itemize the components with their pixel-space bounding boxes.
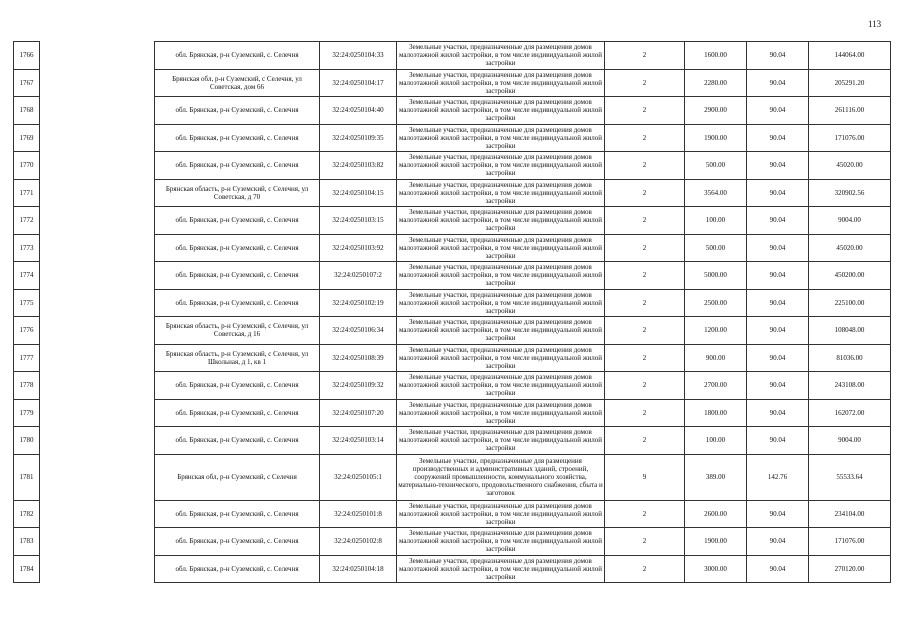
no-cell: 1779 bbox=[14, 399, 40, 427]
value-cell: 205291.20 bbox=[809, 69, 891, 97]
cadastral-cell: 32:24:0250106:34 bbox=[320, 317, 397, 345]
purpose-cell: Земельные участки, предназначенные для размещения домов малоэтажной жилой застройки, в том числе индивидуальной жилой застройки bbox=[397, 97, 605, 125]
purpose-cell: Земельные участки, предназначенные для размещения домов малоэтажной жилой застройки, в том числе индивидуальной жилой застройки bbox=[397, 317, 605, 345]
group-cell: 2 bbox=[605, 97, 685, 125]
purpose-cell: Земельные участки, предназначенные для размещения домов малоэтажной жилой застройки, в том числе индивидуальной жилой застройки bbox=[397, 555, 605, 583]
table-row bbox=[14, 372, 891, 400]
group-cell: 2 bbox=[605, 289, 685, 317]
cadastral-cell: 32:24:0250101:8 bbox=[320, 500, 397, 528]
area-cell: 1200.00 bbox=[685, 317, 747, 345]
cadastral-cell: 32:24:0250103:15 bbox=[320, 207, 397, 235]
value-cell: 108048.00 bbox=[809, 317, 891, 345]
spacer-cell bbox=[40, 344, 155, 372]
address-cell: Брянская обл, р-н Суземский, с Селечня bbox=[155, 454, 320, 500]
table-row bbox=[14, 317, 891, 345]
table-row bbox=[14, 427, 891, 455]
cadastral-cell: 32:24:0250104:33 bbox=[320, 42, 397, 70]
address-cell: Брянская область, р-н Суземский, с Селечня, ул Советская, д 16 bbox=[155, 317, 320, 345]
rate-cell: 90.04 bbox=[747, 317, 809, 345]
area-cell: 3000.00 bbox=[685, 555, 747, 583]
address-cell: обл. Брянская, р-н Суземский, с. Селечня bbox=[155, 555, 320, 583]
rate-cell: 90.04 bbox=[747, 234, 809, 262]
address-cell: обл. Брянская, р-н Суземский, с. Селечня bbox=[155, 289, 320, 317]
no-cell: 1776 bbox=[14, 317, 40, 345]
table-row bbox=[14, 262, 891, 290]
area-cell: 900.00 bbox=[685, 344, 747, 372]
table-row bbox=[14, 42, 891, 70]
no-cell: 1771 bbox=[14, 179, 40, 207]
group-cell: 2 bbox=[605, 179, 685, 207]
table-row bbox=[14, 207, 891, 235]
table-row bbox=[14, 454, 891, 500]
address-cell: обл. Брянская, р-н Суземский, с. Селечня bbox=[155, 207, 320, 235]
table-row bbox=[14, 179, 891, 207]
address-cell: обл. Брянская, р-н Суземский, с. Селечня bbox=[155, 152, 320, 180]
table-row bbox=[14, 289, 891, 317]
value-cell: 243108.00 bbox=[809, 372, 891, 400]
cadastral-cell: 32:24:0250104:40 bbox=[320, 97, 397, 125]
spacer-cell bbox=[40, 399, 155, 427]
area-cell: 5000.00 bbox=[685, 262, 747, 290]
group-cell: 2 bbox=[605, 555, 685, 583]
group-cell: 2 bbox=[605, 528, 685, 556]
no-cell: 1769 bbox=[14, 124, 40, 152]
spacer-cell bbox=[40, 427, 155, 455]
rate-cell: 90.04 bbox=[747, 372, 809, 400]
group-cell: 2 bbox=[605, 500, 685, 528]
purpose-cell: Земельные участки, предназначенные для размещения домов малоэтажной жилой застройки, в том числе индивидуальной жилой застройки bbox=[397, 344, 605, 372]
address-cell: обл. Брянская, р-н Суземский, с. Селечня bbox=[155, 234, 320, 262]
spacer-cell bbox=[40, 262, 155, 290]
value-cell: 171076.00 bbox=[809, 124, 891, 152]
group-cell: 2 bbox=[605, 42, 685, 70]
value-cell: 320902.56 bbox=[809, 179, 891, 207]
purpose-cell: Земельные участки, предназначенные для размещения производственных и административных зданий, строений, сооружений промышленности, коммунального хозяйства, материально-технического, продовольственного снабжения, сбыта и заготовок bbox=[397, 454, 605, 500]
area-cell: 2700.00 bbox=[685, 372, 747, 400]
spacer-cell bbox=[40, 124, 155, 152]
address-cell: обл. Брянская, р-н Суземский, с. Селечня bbox=[155, 262, 320, 290]
spacer-cell bbox=[40, 42, 155, 70]
table-row bbox=[14, 399, 891, 427]
area-cell: 3564.00 bbox=[685, 179, 747, 207]
table-row bbox=[14, 500, 891, 528]
cadastral-cell: 32:24:0250107:2 bbox=[320, 262, 397, 290]
group-cell: 2 bbox=[605, 427, 685, 455]
purpose-cell: Земельные участки, предназначенные для размещения домов малоэтажной жилой застройки, в том числе индивидуальной жилой застройки bbox=[397, 69, 605, 97]
address-cell: обл. Брянская, р-н Суземский, с. Селечня bbox=[155, 97, 320, 125]
value-cell: 261116.00 bbox=[809, 97, 891, 125]
rate-cell: 90.04 bbox=[747, 399, 809, 427]
cadastral-cell: 32:24:0250102:19 bbox=[320, 289, 397, 317]
cadastral-cell: 32:24:0250103:92 bbox=[320, 234, 397, 262]
value-cell: 9004.00 bbox=[809, 207, 891, 235]
address-cell: обл. Брянская, р-н Суземский, с. Селечня bbox=[155, 427, 320, 455]
group-cell: 9 bbox=[605, 454, 685, 500]
rate-cell: 90.04 bbox=[747, 97, 809, 125]
spacer-cell bbox=[40, 179, 155, 207]
spacer-cell bbox=[40, 69, 155, 97]
cadastral-cell: 32:24:0250104:18 bbox=[320, 555, 397, 583]
purpose-cell: Земельные участки, предназначенные для размещения домов малоэтажной жилой застройки, в том числе индивидуальной жилой застройки bbox=[397, 152, 605, 180]
spacer-cell bbox=[40, 372, 155, 400]
address-cell: обл. Брянская, р-н Суземский, с. Селечня bbox=[155, 372, 320, 400]
table-row bbox=[14, 234, 891, 262]
purpose-cell: Земельные участки, предназначенные для размещения домов малоэтажной жилой застройки, в том числе индивидуальной жилой застройки bbox=[397, 124, 605, 152]
rate-cell: 90.04 bbox=[747, 555, 809, 583]
address-cell: обл. Брянская, р-н Суземский, с. Селечня bbox=[155, 528, 320, 556]
spacer-cell bbox=[40, 555, 155, 583]
table-row bbox=[14, 97, 891, 125]
group-cell: 2 bbox=[605, 317, 685, 345]
value-cell: 144064.00 bbox=[809, 42, 891, 70]
rate-cell: 90.04 bbox=[747, 179, 809, 207]
value-cell: 225100.00 bbox=[809, 289, 891, 317]
rate-cell: 90.04 bbox=[747, 500, 809, 528]
no-cell: 1772 bbox=[14, 207, 40, 235]
address-cell: Брянская область, р-н Суземский, с Селечня, ул Школьная, д 1, кв 1 bbox=[155, 344, 320, 372]
value-cell: 81036.00 bbox=[809, 344, 891, 372]
value-cell: 171076.00 bbox=[809, 528, 891, 556]
no-cell: 1768 bbox=[14, 97, 40, 125]
group-cell: 2 bbox=[605, 344, 685, 372]
cadastral-cell: 32:24:0250102:8 bbox=[320, 528, 397, 556]
rate-cell: 90.04 bbox=[747, 289, 809, 317]
no-cell: 1784 bbox=[14, 555, 40, 583]
purpose-cell: Земельные участки, предназначенные для размещения домов малоэтажной жилой застройки, в том числе индивидуальной жилой застройки bbox=[397, 372, 605, 400]
area-cell: 500.00 bbox=[685, 152, 747, 180]
area-cell: 1800.00 bbox=[685, 399, 747, 427]
spacer-cell bbox=[40, 97, 155, 125]
cadastral-cell: 32:24:0250103:82 bbox=[320, 152, 397, 180]
address-cell: обл. Брянская, р-н Суземский, с. Селечня bbox=[155, 124, 320, 152]
no-cell: 1778 bbox=[14, 372, 40, 400]
spacer-cell bbox=[40, 500, 155, 528]
no-cell: 1775 bbox=[14, 289, 40, 317]
no-cell: 1777 bbox=[14, 344, 40, 372]
rate-cell: 90.04 bbox=[747, 69, 809, 97]
cadastral-cell: 32:24:0250104:17 bbox=[320, 69, 397, 97]
rate-cell: 90.04 bbox=[747, 344, 809, 372]
purpose-cell: Земельные участки, предназначенные для размещения домов малоэтажной жилой застройки, в том числе индивидуальной жилой застройки bbox=[397, 500, 605, 528]
cadastral-cell: 32:24:0250108:39 bbox=[320, 344, 397, 372]
cadastral-cell: 32:24:0250109:32 bbox=[320, 372, 397, 400]
table-row bbox=[14, 69, 891, 97]
spacer-cell bbox=[40, 234, 155, 262]
purpose-cell: Земельные участки, предназначенные для размещения домов малоэтажной жилой застройки, в том числе индивидуальной жилой застройки bbox=[397, 427, 605, 455]
land-plots-table bbox=[13, 41, 891, 583]
area-cell: 100.00 bbox=[685, 427, 747, 455]
area-cell: 2500.00 bbox=[685, 289, 747, 317]
table-row bbox=[14, 555, 891, 583]
no-cell: 1773 bbox=[14, 234, 40, 262]
area-cell: 1900.00 bbox=[685, 528, 747, 556]
address-cell: обл. Брянская, р-н Суземский, с. Селечня bbox=[155, 42, 320, 70]
spacer-cell bbox=[40, 152, 155, 180]
no-cell: 1767 bbox=[14, 69, 40, 97]
value-cell: 9004.00 bbox=[809, 427, 891, 455]
area-cell: 2280.00 bbox=[685, 69, 747, 97]
page-number: 113 bbox=[868, 19, 882, 29]
group-cell: 2 bbox=[605, 69, 685, 97]
cadastral-cell: 32:24:0250103:14 bbox=[320, 427, 397, 455]
cadastral-cell: 32:24:0250105:1 bbox=[320, 454, 397, 500]
spacer-cell bbox=[40, 207, 155, 235]
address-cell: Брянская обл, р-н Суземский, с Селечня, ул Советская, дом 66 bbox=[155, 69, 320, 97]
purpose-cell: Земельные участки, предназначенные для размещения домов малоэтажной жилой застройки, в том числе индивидуальной жилой застройки bbox=[397, 42, 605, 70]
rate-cell: 90.04 bbox=[747, 427, 809, 455]
area-cell: 2900.00 bbox=[685, 97, 747, 125]
group-cell: 2 bbox=[605, 124, 685, 152]
spacer-cell bbox=[40, 317, 155, 345]
value-cell: 450200.00 bbox=[809, 262, 891, 290]
area-cell: 2600.00 bbox=[685, 500, 747, 528]
group-cell: 2 bbox=[605, 207, 685, 235]
value-cell: 45020.00 bbox=[809, 152, 891, 180]
no-cell: 1770 bbox=[14, 152, 40, 180]
rate-cell: 90.04 bbox=[747, 152, 809, 180]
value-cell: 45020.00 bbox=[809, 234, 891, 262]
address-cell: Брянская область, р-н Суземский, с Селечня, ул Советская, д 70 bbox=[155, 179, 320, 207]
address-cell: обл. Брянская, р-н Суземский, с. Селечня bbox=[155, 500, 320, 528]
no-cell: 1774 bbox=[14, 262, 40, 290]
area-cell: 500.00 bbox=[685, 234, 747, 262]
table-row bbox=[14, 152, 891, 180]
area-cell: 100.00 bbox=[685, 207, 747, 235]
spacer-cell bbox=[40, 454, 155, 500]
cadastral-cell: 32:24:0250107:20 bbox=[320, 399, 397, 427]
purpose-cell: Земельные участки, предназначенные для размещения домов малоэтажной жилой застройки, в том числе индивидуальной жилой застройки bbox=[397, 399, 605, 427]
purpose-cell: Земельные участки, предназначенные для размещения домов малоэтажной жилой застройки, в том числе индивидуальной жилой застройки bbox=[397, 528, 605, 556]
purpose-cell: Земельные участки, предназначенные для размещения домов малоэтажной жилой застройки, в том числе индивидуальной жилой застройки bbox=[397, 179, 605, 207]
rate-cell: 90.04 bbox=[747, 528, 809, 556]
group-cell: 2 bbox=[605, 152, 685, 180]
no-cell: 1780 bbox=[14, 427, 40, 455]
rate-cell: 90.04 bbox=[747, 207, 809, 235]
purpose-cell: Земельные участки, предназначенные для размещения домов малоэтажной жилой застройки, в том числе индивидуальной жилой застройки bbox=[397, 234, 605, 262]
no-cell: 1782 bbox=[14, 500, 40, 528]
purpose-cell: Земельные участки, предназначенные для размещения домов малоэтажной жилой застройки, в том числе индивидуальной жилой застройки bbox=[397, 207, 605, 235]
rate-cell: 90.04 bbox=[747, 42, 809, 70]
spacer-cell bbox=[40, 528, 155, 556]
purpose-cell: Земельные участки, предназначенные для размещения домов малоэтажной жилой застройки, в том числе индивидуальной жилой застройки bbox=[397, 289, 605, 317]
no-cell: 1783 bbox=[14, 528, 40, 556]
area-cell: 1600.00 bbox=[685, 42, 747, 70]
spacer-cell bbox=[40, 289, 155, 317]
address-cell: обл. Брянская, р-н Суземский, с. Селечня bbox=[155, 399, 320, 427]
value-cell: 234104.00 bbox=[809, 500, 891, 528]
group-cell: 2 bbox=[605, 262, 685, 290]
value-cell: 55533.64 bbox=[809, 454, 891, 500]
table-row bbox=[14, 528, 891, 556]
no-cell: 1766 bbox=[14, 42, 40, 70]
table-row bbox=[14, 344, 891, 372]
no-cell: 1781 bbox=[14, 454, 40, 500]
group-cell: 2 bbox=[605, 372, 685, 400]
group-cell: 2 bbox=[605, 234, 685, 262]
table-row bbox=[14, 124, 891, 152]
cadastral-cell: 32:24:0250109:35 bbox=[320, 124, 397, 152]
group-cell: 2 bbox=[605, 399, 685, 427]
rate-cell: 90.04 bbox=[747, 124, 809, 152]
rate-cell: 142.76 bbox=[747, 454, 809, 500]
rate-cell: 90.04 bbox=[747, 262, 809, 290]
cadastral-cell: 32:24:0250104:15 bbox=[320, 179, 397, 207]
area-cell: 389.00 bbox=[685, 454, 747, 500]
value-cell: 270120.00 bbox=[809, 555, 891, 583]
value-cell: 162072.00 bbox=[809, 399, 891, 427]
purpose-cell: Земельные участки, предназначенные для размещения домов малоэтажной жилой застройки, в том числе индивидуальной жилой застройки bbox=[397, 262, 605, 290]
area-cell: 1900.00 bbox=[685, 124, 747, 152]
